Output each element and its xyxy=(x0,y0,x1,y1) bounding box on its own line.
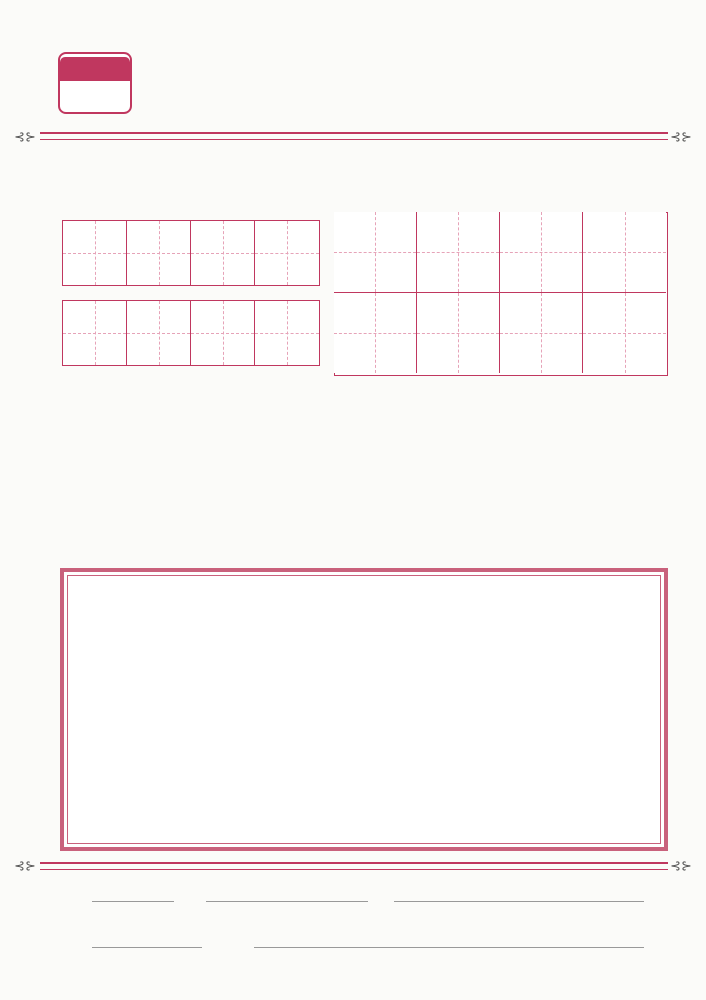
model-cell xyxy=(334,212,417,292)
practice-cell[interactable] xyxy=(127,301,191,365)
footer-divider xyxy=(40,862,668,870)
practice-cell[interactable] xyxy=(255,221,319,285)
practice-cell[interactable] xyxy=(127,221,191,285)
model-cell xyxy=(583,212,666,292)
address-underline xyxy=(254,946,644,948)
practice-cell[interactable] xyxy=(191,301,255,365)
model-grid-row1 xyxy=(334,212,666,293)
model-characters-box xyxy=(334,212,668,376)
scroll-ornament-icon: ⊰⊱ xyxy=(14,859,36,874)
practice-cell[interactable] xyxy=(63,301,127,365)
badge-title xyxy=(60,57,130,81)
model-grid-row2 xyxy=(334,293,666,373)
model-cell xyxy=(500,293,583,373)
city-underline xyxy=(92,900,174,902)
model-cell xyxy=(583,293,666,373)
writing-area[interactable] xyxy=(60,568,668,851)
model-cell xyxy=(417,293,500,373)
model-cell xyxy=(334,293,417,373)
email-underline xyxy=(394,900,644,902)
scroll-ornament-icon: ⊰⊱ xyxy=(670,859,692,874)
model-cell xyxy=(500,212,583,292)
scroll-ornament-icon: ⊰⊱ xyxy=(670,130,692,145)
scroll-ornament-icon: ⊰⊱ xyxy=(14,130,36,145)
model-cell xyxy=(417,212,500,292)
school-underline xyxy=(206,900,368,902)
header-divider xyxy=(40,132,668,140)
practice-grid-row2[interactable] xyxy=(62,300,320,366)
writing-area-inner-border xyxy=(67,575,661,844)
practice-cell[interactable] xyxy=(191,221,255,285)
practice-grid-row1[interactable] xyxy=(62,220,320,286)
practice-cell[interactable] xyxy=(63,221,127,285)
name-underline xyxy=(92,946,202,948)
group-badge xyxy=(58,52,132,114)
practice-cell[interactable] xyxy=(255,301,319,365)
